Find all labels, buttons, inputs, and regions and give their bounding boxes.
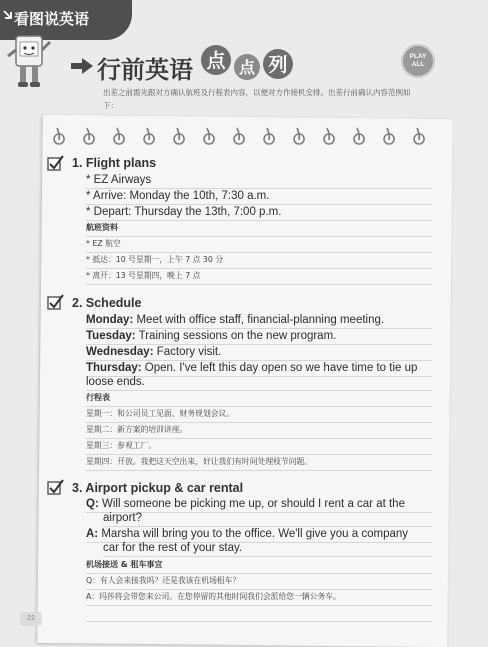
section-heading: 1. Flight plans (72, 156, 157, 170)
schedule-day: Thursday: (86, 362, 142, 374)
schedule-line (86, 312, 432, 329)
zh-heading: 航班资料 (86, 220, 432, 237)
schedule-line (86, 344, 432, 361)
checkbox-checked-icon (47, 155, 65, 171)
section-badge-label: 看图说英语 (14, 10, 90, 28)
blank-ruled-line (86, 605, 432, 622)
title-char: 点 (238, 58, 256, 77)
schedule-text: Meet with office staff, financial-planning meeting. (133, 314, 385, 326)
schedule-day: Monday: (86, 314, 134, 326)
section-heading: 3. Airport pickup & car rental (72, 481, 244, 495)
schedule-continuation: loose ends. (86, 374, 432, 391)
flight-line: * Arrive: Monday the 10th, 7:30 a.m. (86, 188, 432, 205)
zh-line: 星期一：和公司员工见面、财务规划会议。 (86, 406, 432, 423)
checkbox-checked-icon (47, 294, 65, 310)
schedule-day: Tuesday: (86, 330, 136, 342)
play-label-line: PLAY (409, 53, 427, 60)
flight-line: * EZ Airways (86, 172, 432, 189)
section-heading: 2. Schedule (72, 296, 142, 310)
page-title: 行前英语 (97, 56, 193, 84)
checkbox-checked-icon (47, 479, 65, 495)
qa-continuation: airport? (103, 510, 432, 527)
zh-line: 星期三：参观工厂。 (86, 438, 432, 455)
qa-continuation: car for the rest of your stay. (103, 540, 432, 557)
qa-label: Q: (86, 498, 99, 510)
schedule-line (86, 328, 432, 345)
page-number: 22 (20, 612, 42, 626)
schedule-day: Wednesday: (86, 346, 154, 358)
qa-text: Marsha will bring you to the office. We'll give you a company (101, 528, 409, 540)
title-char: 点 (206, 50, 226, 72)
zh-line: A：玛莎将会带您来公司。在您停留的其他时间我们会派给您一辆公务车。 (86, 589, 432, 606)
zh-line: * 抵达：10 号星期一，上午 7 点 30 分 (86, 252, 432, 269)
title-char: 列 (268, 54, 288, 76)
zh-line: 星期四：开放。我把这天空出来，好让我们有时间处理枝节问题。 (86, 454, 432, 471)
zh-line: * 离开：13 号星期四，晚上 7 点 (86, 268, 432, 285)
play-label-line: ALL (411, 61, 425, 68)
schedule-text: Training sessions on the new program. (135, 330, 337, 342)
zh-line: 星期二：新方案的培训讲座。 (86, 422, 432, 439)
schedule-text: Factory visit. (153, 346, 222, 358)
zh-line: * EZ 航空 (86, 236, 432, 253)
flight-line: * Depart: Thursday the 13th, 7:00 p.m. (86, 204, 432, 221)
zh-heading: 行程表 (86, 390, 432, 407)
qa-label: A: (86, 528, 99, 540)
intro-text: 出差之前需先跟对方确认航班及行程表内容，以便对方作接机安排。出差行前确认内容范例如下： (103, 88, 411, 110)
qa-text: Will someone be picking me up, or should I rent a car at the (101, 498, 405, 510)
zh-heading: 机场接送 & 租车事宜 (86, 557, 432, 574)
schedule-text: Open. I've left this day open so we have time to tie up (141, 362, 418, 374)
zh-line: Q：有人会来接我吗？还是我该在机场租车？ (86, 573, 432, 590)
